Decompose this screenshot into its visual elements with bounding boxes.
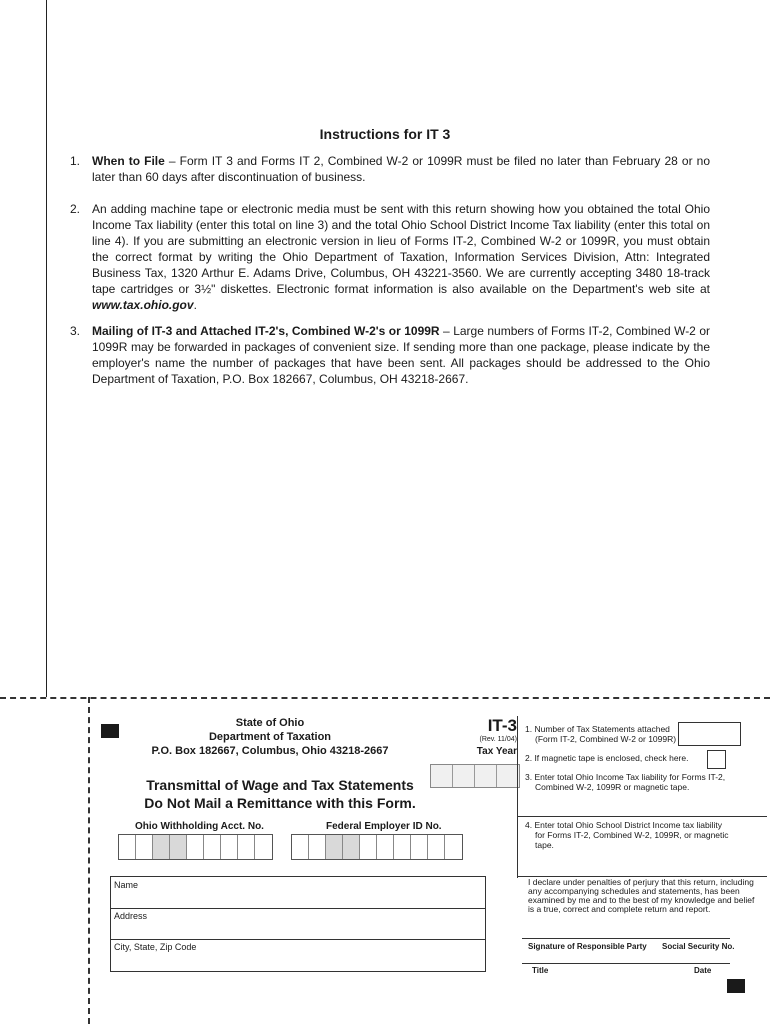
transmittal-notice: Do Not Mail a Remittance with this Form. bbox=[144, 795, 416, 811]
state-name: State of Ohio bbox=[235, 717, 305, 729]
item-number: 3. bbox=[70, 324, 81, 338]
magnetic-tape-checkbox[interactable] bbox=[707, 750, 726, 769]
signature-line[interactable] bbox=[522, 938, 730, 939]
department-name: Department of Taxation bbox=[208, 731, 332, 743]
transmittal-title: Transmittal of Wage and Tax Statements bbox=[146, 777, 414, 793]
line4-subtext: for Forms IT-2, Combined W-2, 1099R, or magnetic bbox=[535, 830, 729, 840]
item-end: . bbox=[193, 298, 197, 312]
city-label: City, State, Zip Code bbox=[114, 942, 197, 952]
line3-input[interactable] bbox=[518, 816, 767, 817]
instruction-item-2 bbox=[70, 201, 710, 313]
line4-text: 4. Enter total Ohio School District Income tax liability bbox=[525, 820, 722, 830]
item-number: 2. bbox=[70, 202, 81, 216]
line3-subtext: Combined W-2, 1099R or magnetic tape. bbox=[535, 782, 690, 792]
perjury-declaration: I declare under penalties of perjury that this return, including any accompanying schedules and statements, has been examined by me and to the best of my knowledge and belief is a true, correct and complete return and report. bbox=[528, 877, 755, 914]
instructions-title: Instructions for IT 3 bbox=[319, 126, 451, 142]
item-text: An adding machine tape or electronic media must be sent with this return showing how you obtained the total Ohio Income Tax liability (enter this total on line 3) and the total Ohio School District Income Tax liability (enter this total on line 4). If you are submitting an electronic version in lieu of Forms IT-2, Combined W-2 or 1099R, you must obtain the correct format by writing the Ohio Department of Taxation, Information Services Division, Attn: Integrated Business Tax, 1320 Arthur E. Adams Drive, Columbus, OH 43221-3560. We are currently accepting 3480 18-track tape cartridges or 3½" diskettes. Electronic format information is also available on the Department's web site at bbox=[92, 202, 710, 296]
line1-text: 1. Number of Tax Statements attached bbox=[525, 724, 670, 734]
form-id: IT-3 bbox=[487, 716, 517, 735]
ssn-label: Social Security No. bbox=[662, 942, 735, 951]
item-lead: When to File bbox=[92, 154, 165, 168]
instruction-item-1 bbox=[70, 153, 710, 185]
instruction-item-3 bbox=[70, 323, 710, 387]
date-label: Date bbox=[694, 966, 712, 975]
address-box bbox=[110, 876, 486, 972]
city-state-zip-field[interactable] bbox=[111, 939, 485, 971]
address-field[interactable] bbox=[111, 908, 485, 939]
name-label: Name bbox=[114, 880, 139, 890]
title-label: Title bbox=[532, 966, 549, 975]
tax-year-label: Tax Year bbox=[476, 746, 517, 757]
form-header bbox=[140, 716, 400, 758]
address-label: Address bbox=[114, 911, 148, 921]
line1-subtext: (Form IT-2, Combined W-2 or 1099R) bbox=[535, 734, 677, 744]
registration-mark bbox=[101, 724, 119, 738]
withholding-acct-input[interactable] bbox=[118, 834, 273, 860]
fein-input[interactable] bbox=[291, 834, 463, 860]
line1-label bbox=[525, 724, 676, 744]
item-number: 1. bbox=[70, 154, 81, 168]
left-tear-line bbox=[88, 697, 90, 1024]
line4-label bbox=[525, 820, 729, 850]
form-divider bbox=[517, 716, 518, 878]
tear-line bbox=[0, 697, 770, 699]
website-link[interactable]: www.tax.ohio.gov bbox=[92, 298, 194, 312]
department-address: P.O. Box 182667, Columbus, Ohio 43218-2667 bbox=[151, 745, 389, 757]
line3-text: 3. Enter total Ohio Income Tax liability for Forms IT-2, bbox=[525, 772, 726, 782]
item-text: – Form IT 3 and Forms IT 2, Combined W-2 or 1099R must be filed no later than February 28 or no later than 60 days after discontinuation of business. bbox=[92, 154, 710, 184]
fein-label: Federal Employer ID No. bbox=[326, 821, 442, 832]
tax-year-input[interactable] bbox=[430, 764, 520, 788]
registration-mark bbox=[727, 979, 745, 993]
signature-label: Signature of Responsible Party bbox=[528, 942, 647, 951]
item-lead: Mailing of IT-3 and Attached IT-2's, Combined W-2's or 1099R bbox=[92, 324, 440, 338]
withholding-acct-label: Ohio Withholding Acct. No. bbox=[135, 821, 264, 832]
tax-statements-count-input[interactable] bbox=[678, 722, 741, 746]
name-field[interactable] bbox=[111, 877, 485, 908]
line3-label bbox=[525, 772, 725, 792]
item-text: – Large numbers of Forms IT-2, Combined W-2 or 1099R may be forwarded in packages of convenient size. If sending more than one package, please indicate by the employer's name the number of packages that have been sent. All packages should be addressed to the Ohio Department of Taxation, P.O. Box 182667, Columbus, OH 43218-2667. bbox=[92, 324, 710, 386]
line4-subtext2: tape. bbox=[535, 840, 554, 850]
form-revision: (Rev. 11/04) bbox=[479, 736, 517, 743]
left-margin-line bbox=[46, 0, 47, 697]
line2-label: 2. If magnetic tape is enclosed, check here. bbox=[525, 753, 689, 763]
title-date-line[interactable] bbox=[522, 963, 730, 964]
